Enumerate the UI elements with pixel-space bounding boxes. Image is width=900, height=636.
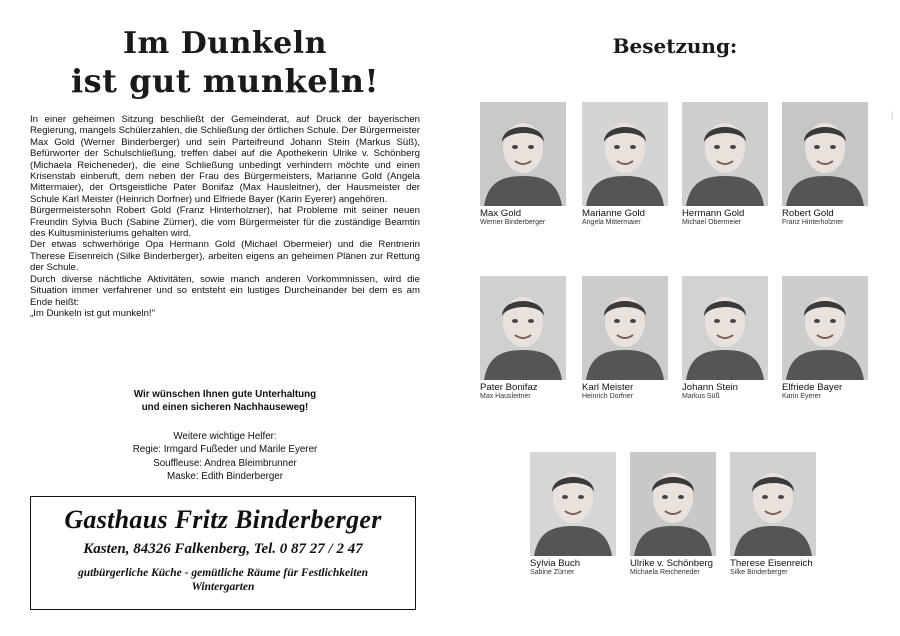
helper-line: Souffleuse: Andrea Bleimbrunner xyxy=(153,457,297,469)
person-portrait-icon xyxy=(530,452,616,556)
cast-photo xyxy=(682,276,768,380)
cast-role-name: Robert Gold xyxy=(782,208,834,219)
cast-member xyxy=(682,102,782,226)
helpers-block xyxy=(30,430,420,484)
cast-heading: Besetzung: xyxy=(612,34,738,58)
sponsor-ad-box xyxy=(30,496,416,610)
person-portrait-icon xyxy=(682,276,768,380)
cast-role-name: Hermann Gold xyxy=(682,208,745,219)
person-portrait-icon xyxy=(480,102,566,206)
sponsor-tagline: gutbürgerliche Küche - gemütliche Räume für Festlichkeiten xyxy=(77,567,369,579)
person-portrait-icon xyxy=(782,276,868,380)
cast-actor-name: Markus Süß xyxy=(682,393,720,400)
cast-role-name: Johann Stein xyxy=(682,382,739,393)
person-portrait-icon xyxy=(582,276,668,380)
cast-role-name: Elfriede Bayer xyxy=(782,382,843,393)
cast-actor-name: Heinrich Dorfner xyxy=(582,393,633,400)
story-paragraph: „Im Dunkeln ist gut munkeln!" xyxy=(30,307,155,319)
story-paragraph: Der etwas schwerhörige Opa Hermann Gold (Michael Obermeier) und die Rentnerin Therese Eisenreich (Silke Binderberger), arbeiten eigens an geheimen Plänen zur Rettung der Schule. xyxy=(30,239,420,274)
cast-role-name: Karl Meister xyxy=(582,382,634,393)
person-portrait-icon xyxy=(782,102,868,206)
cast-photo xyxy=(630,452,716,556)
cast-photo xyxy=(480,276,566,380)
story-paragraph: Bürgermeistersohn Robert Gold (Franz Hinterholzner), hat Probleme mit seiner neuen Freundin Sylvia Buch (Sabine Zürner), die vom Bürgermeister für die zuständige Beamtin des Kultusministeriums gehalten wird. xyxy=(30,205,420,240)
person-portrait-icon xyxy=(682,102,768,206)
story-paragraph: In einer geheimen Sitzung beschließt der Gemeinderat, auf Druck der bayerischen Regierung, mangels Schülerzahlen, die Schließung der örtlichen Schule. Der Bürgermeister Max Gold (Werner Binderberger) und sein Parteifreund Johann Stein (Markus Süß), Befürworter der Schulschließung, treffen dabei auf die Apothekerin Ulrike v. Schönberg (Michaela Reicheneder), die eine Schließung unbedingt verhindern möchte und einen Krisenstab einberuft, dem neben der Frau des Bürgermeisters, Marianne Gold (Angela Mittermaier), der Ortsgeistliche Pater Bonifaz (Max Hausleitner), der Hausmeister der Schule Karl Meister (Heinrich Dorfner) und Elfriede Bayer (Karin Eyerer) angehören. xyxy=(30,114,420,205)
cast-photo xyxy=(582,276,668,380)
cast-actor-name: Karin Eyerer xyxy=(782,393,821,400)
cast-actor-name: Sabine Zürner xyxy=(530,569,575,576)
cast-actor-name: Werner Binderberger xyxy=(480,219,546,226)
person-portrait-icon xyxy=(582,102,668,206)
cast-member xyxy=(730,452,830,576)
person-portrait-icon xyxy=(480,276,566,380)
cast-role-name: Therese Eisenreich xyxy=(730,558,813,569)
sponsor-name: Gasthaus Fritz Binderberger xyxy=(64,505,382,534)
cast-member xyxy=(530,452,630,576)
cast-photo xyxy=(782,276,868,380)
cast-role-name: Marianne Gold xyxy=(582,208,645,219)
cast-member xyxy=(480,276,580,400)
cast-role-name: Ulrike v. Schönberg xyxy=(630,558,714,569)
cast-role-name: Pater Bonifaz xyxy=(480,382,538,393)
wish-block xyxy=(30,388,420,414)
wish-line: und einen sicheren Nachhauseweg! xyxy=(141,402,309,413)
cast-photo xyxy=(582,102,668,206)
cast-member xyxy=(782,102,882,226)
cast-member xyxy=(630,452,730,576)
cast-actor-name: Angela Mittermaier xyxy=(582,219,641,226)
cast-member xyxy=(582,102,682,226)
story-paragraph: Durch diverse nächtliche Aktivitäten, sowie manch anderen Vorkommnissen, wird die Situation immer verfahrener und so entsteht ein lustiges Durcheinander bei dem es am Ende heißt: xyxy=(30,273,420,308)
person-portrait-icon xyxy=(630,452,716,556)
cast-actor-name: Michael Obermeier xyxy=(682,219,742,226)
wish-line: Wir wünschen Ihnen gute Unterhaltung xyxy=(133,389,317,400)
cast-photo xyxy=(530,452,616,556)
cast-photo xyxy=(682,102,768,206)
cast-member xyxy=(782,276,882,400)
title-line-2: ist gut munkeln! xyxy=(70,62,380,100)
cast-role-name: Max Gold xyxy=(480,208,522,219)
cast-actor-name: Silke Binderberger xyxy=(730,569,788,576)
person-portrait-icon xyxy=(730,452,816,556)
cast-actor-name: Max Hausleitner xyxy=(480,393,531,400)
cast-member xyxy=(582,276,682,400)
cast-actor-name: Michaela Reicheneder xyxy=(630,569,700,576)
helpers-heading: Weitere wichtige Helfer: xyxy=(173,431,277,442)
cast-member xyxy=(480,102,580,226)
sponsor-tagline-2: Wintergarten xyxy=(191,581,255,593)
right-page xyxy=(450,0,900,636)
helper-line: Maske: Edith Binderberger xyxy=(167,471,283,483)
cast-actor-name: Franz Hinterholzner xyxy=(782,219,844,226)
cast-role-name: Sylvia Buch xyxy=(530,558,581,569)
cast-photo xyxy=(480,102,566,206)
cast-photo xyxy=(730,452,816,556)
helper-line: Regie: Irmgard Fußeder und Marile Eyerer xyxy=(132,444,318,456)
cast-photo xyxy=(782,102,868,206)
sponsor-address: Kasten, 84326 Falkenberg, Tel. 0 87 27 / 2 47 xyxy=(83,541,363,557)
story-text xyxy=(30,114,420,319)
title-line-1: Im Dunkeln xyxy=(123,26,327,61)
cast-member xyxy=(682,276,782,400)
page-edge-mark: | xyxy=(891,110,894,120)
